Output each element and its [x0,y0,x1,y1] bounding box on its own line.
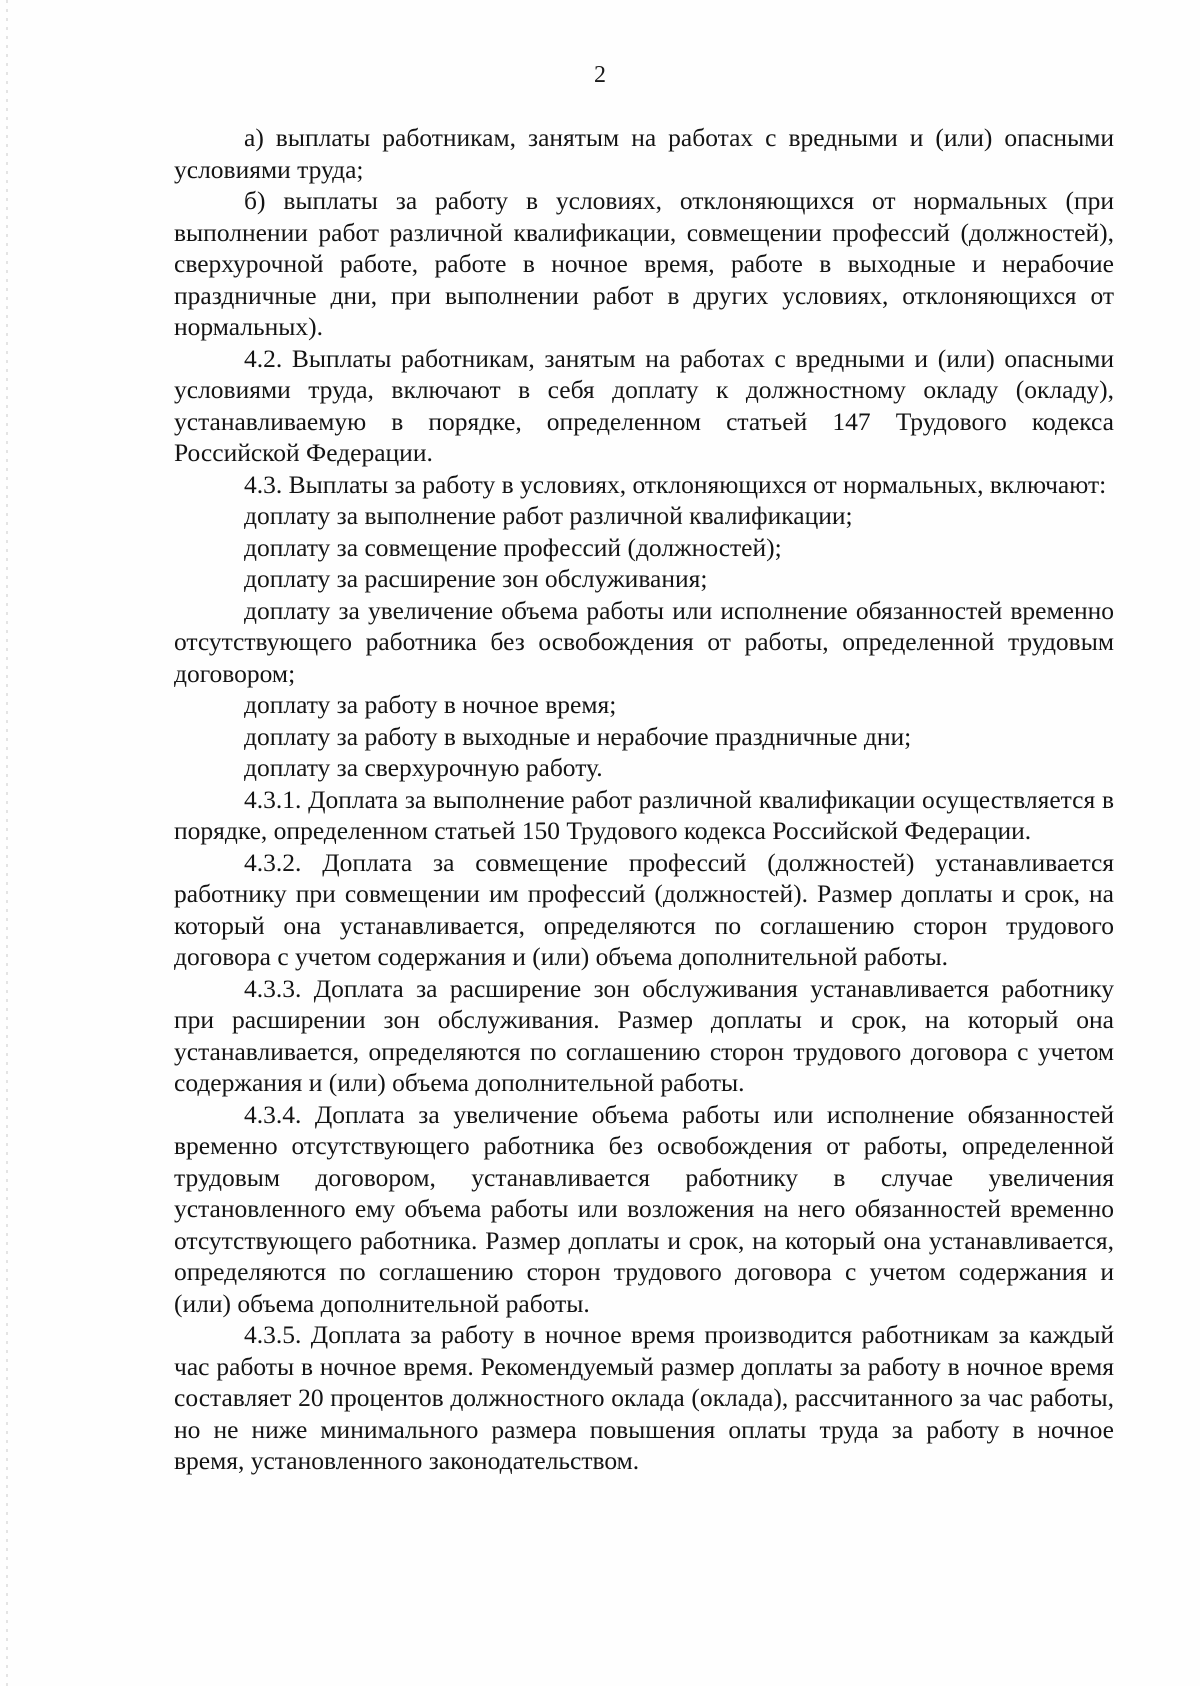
paragraph-4-3-1: 4.3.1. Доплата за выполнение работ различной квалификации осуществляется в порядке, определенном статьей 150 Трудового кодекса Российской Федерации. [174,784,1114,845]
list-item-service-zones: доплату за расширение зон обслуживания; [244,564,708,593]
scan-edge-artifact [6,0,8,1686]
page-number: 2 [594,62,606,88]
paragraph-4-3: 4.3. Выплаты за работу в условиях, отклоняющихся от нормальных, включают: [244,469,1107,499]
paragraph-4-2: 4.2. Выплаты работникам, занятым на работах с вредными и (или) опасными условиями труда, включают в себя доплату к должностному окладу (окладу), устанавливаемую в порядке, определенном статьей 147 Трудового кодекса Российской Федерации. [174,343,1114,467]
list-item-night-work: доплату за работу в ночное время; [244,690,617,719]
list-item-combination: доплату за совмещение профессий (должностей); [244,532,782,562]
paragraph-a: а) выплаты работникам, занятым на работах с вредными и (или) опасными условиями труда; [174,123,1114,184]
document-body [174,122,1114,1477]
paragraph-b: б) выплаты за работу в условиях, отклоняющихся от нормальных (при выполнении работ различной квалификации, совмещении профессий (должностей), сверхурочной работе, работе в ночное время, работе в выходные и нерабочие праздничные дни, при выполнении работ в других условиях, отклоняющихся от нормальных). [174,186,1114,341]
list-item-overtime: доплату за сверхурочную работу. [244,753,603,782]
paragraph-4-3-5: 4.3.5. Доплата за работу в ночное время производится работникам за каждый час работы в ночное время. Рекомендуемый размер доплаты за работу в ночное время составляет 20 процентов должностного оклада (оклада), рассчитанного за час работы, но не ниже минимального размера повышения оплаты труда за работу в ночное время, установленного законодательством. [174,1320,1114,1475]
list-item-workload: доплату за увеличение объема работы или исполнение обязанностей временно отсутствующего работника без освобождения от работы, определенной трудовым договором; [174,595,1114,688]
paragraph-4-3-3: 4.3.3. Доплата за расширение зон обслуживания устанавливается работнику при расширении зон обслуживания. Размер доплаты и срок, на который она устанавливается, определяются по соглашению сторон трудового договора с учетом содержания и (или) объема дополнительной работы. [174,973,1114,1097]
list-item-holidays: доплату за работу в выходные и нерабочие праздничные дни; [244,721,912,751]
paragraph-4-3-4: 4.3.4. Доплата за увеличение объема работы или исполнение обязанностей временно отсутствующего работника без освобождения от работы, определенной трудовым договором, устанавливается работнику в случае увеличения установленного ему объема работы или возложения на него обязанностей временно отсутствующего работника. Размер доплаты и срок, на который она устанавливается, определяются по соглашению сторон трудового договора с учетом содержания и (или) объема дополнительной работы. [174,1099,1114,1318]
paragraph-4-3-2: 4.3.2. Доплата за совмещение профессий (должностей) устанавливается работнику при совмещении им профессий (должностей). Размер доплаты и срок, на который она устанавливается, определяются по соглашению сторон трудового договора с учетом содержания и (или) объема дополнительной работы. [174,847,1114,971]
list-item-qualification: доплату за выполнение работ различной квалификации; [244,501,853,530]
